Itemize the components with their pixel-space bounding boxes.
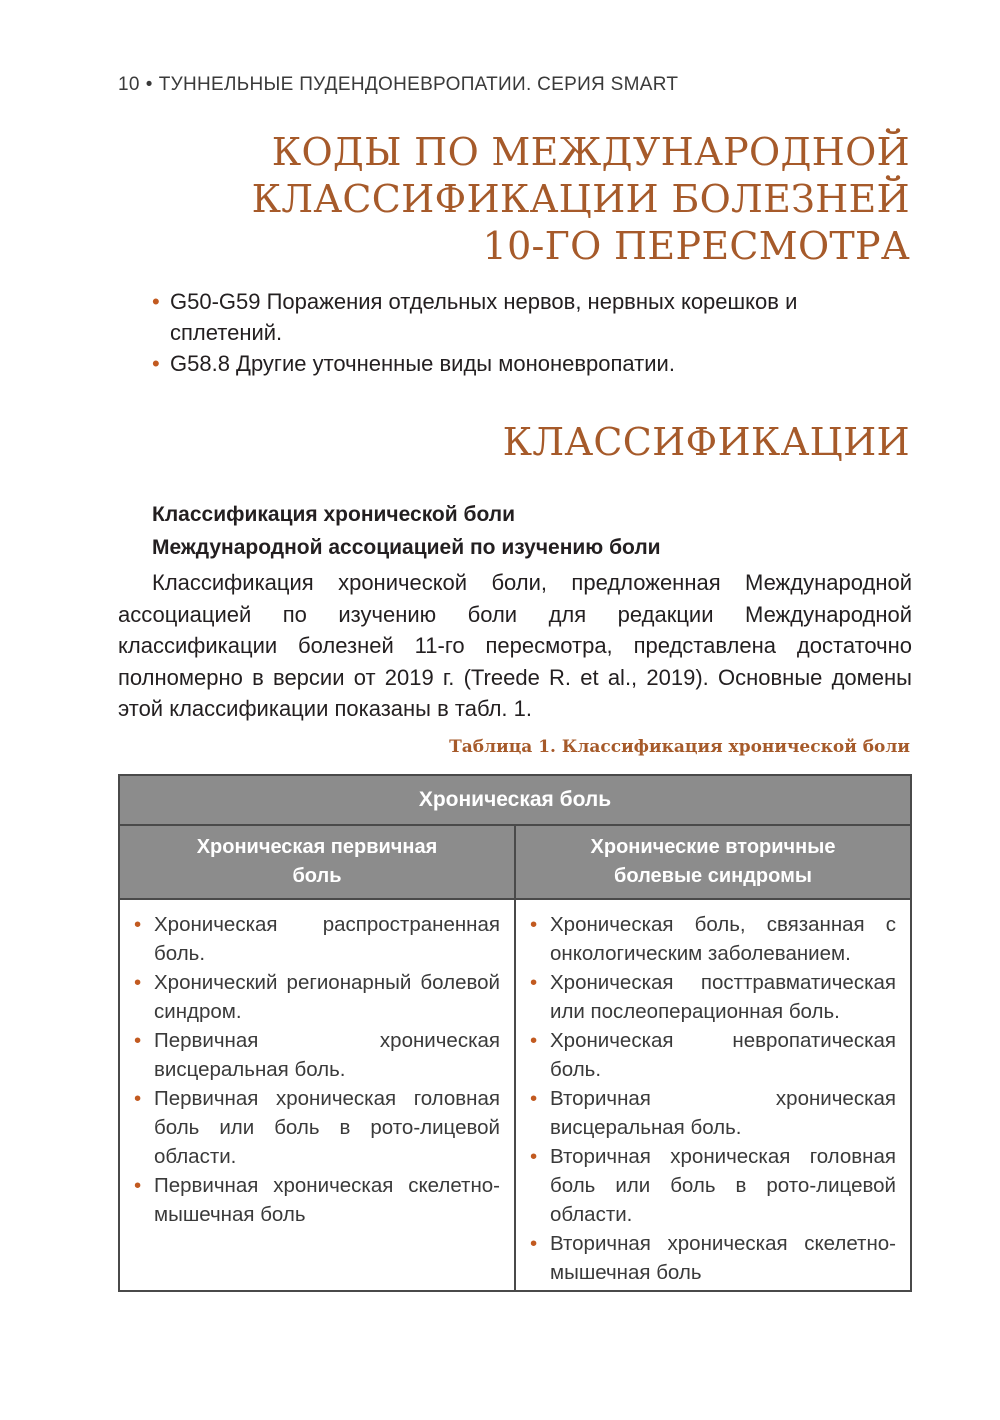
icd-code-list — [152, 286, 912, 379]
list-item: • Вторичная хроническая висцеральная боль. — [530, 1084, 896, 1142]
primary-pain-list — [134, 910, 500, 1229]
list-item: • Хроническая невропатическая боль. — [530, 1026, 896, 1084]
codes-heading-line: 10-ГО ПЕРЕСМОТРА — [482, 224, 910, 268]
list-item: • Вторичная хроническая головная боль или боль в рото-лицевой области. — [530, 1142, 896, 1229]
subheading-line: Классификация хронической боли — [152, 503, 516, 526]
codes-heading-line: КОДЫ ПО МЕЖДУНАРОДНОЙ — [271, 130, 910, 174]
column-header-primary — [120, 826, 516, 898]
column-primary — [120, 900, 516, 1292]
classification-subheading — [152, 498, 661, 564]
icd-code-item: • G50-G59 Поражения отдельных нервов, нервных корешков и сплетений. — [152, 286, 912, 348]
running-head-bullet: • — [145, 74, 153, 95]
column-header-line: болевые синдромы — [614, 865, 812, 887]
list-item: • Хроническая распространенная боль. — [134, 910, 500, 968]
list-item: • Первичная хроническая висцеральная боль. — [134, 1026, 500, 1084]
running-head — [118, 74, 678, 96]
column-header-line: Хроническая первичная — [196, 836, 438, 858]
list-item: • Хроническая посттравматическая или послеоперационная боль. — [530, 968, 896, 1026]
secondary-pain-list — [530, 910, 896, 1287]
subheading-line: Международной ассоциацией по изучению боли — [152, 536, 661, 559]
column-header-secondary — [516, 826, 910, 898]
table-main-header: Хроническая боль — [120, 776, 910, 826]
classification-paragraph — [118, 567, 912, 725]
codes-heading — [90, 129, 910, 270]
list-item: • Первичная хроническая головная боль или боль в рото-лицевой области. — [134, 1084, 500, 1171]
classification-heading: КЛАССИФИКАЦИИ — [502, 420, 910, 464]
list-item: • Первичная хроническая скелетно-мышечная боль — [134, 1171, 500, 1229]
column-header-line: боль — [292, 865, 342, 887]
paragraph-text: Классификация хронической боли, предложенная Международной ассоциацией по изучению боли для редакции Международной классификации болезней 11-го пересмотра, представлена достаточно полномерно в версии от 2019 г. (Treede R. et al., 2019). Основные домены этой классификации показаны в табл. 1. — [118, 570, 912, 721]
list-item: • Вторичная хроническая скелетно-мышечная боль — [530, 1229, 896, 1287]
column-header-line: Хронические вторичные — [590, 836, 836, 858]
page-number: 10 — [118, 74, 140, 95]
table-caption: Таблица 1. Классификация хронической боли — [449, 737, 910, 757]
column-secondary — [516, 900, 910, 1292]
list-item: • Хроническая боль, связанная с онкологическим заболеванием. — [530, 910, 896, 968]
codes-heading-line: КЛАССИФИКАЦИИ БОЛЕЗНЕЙ — [251, 177, 910, 221]
table-column-headers — [120, 826, 910, 900]
icd-code-item: • G58.8 Другие уточненные виды мононевропатии. — [152, 348, 912, 379]
table-body — [120, 900, 910, 1292]
list-item: • Хронический регионарный болевой синдром. — [134, 968, 500, 1026]
running-head-title: ТУННЕЛЬНЫЕ ПУДЕНДОНЕВРОПАТИИ. СЕРИЯ SMART — [158, 74, 679, 95]
pain-classification-table — [118, 774, 912, 1292]
